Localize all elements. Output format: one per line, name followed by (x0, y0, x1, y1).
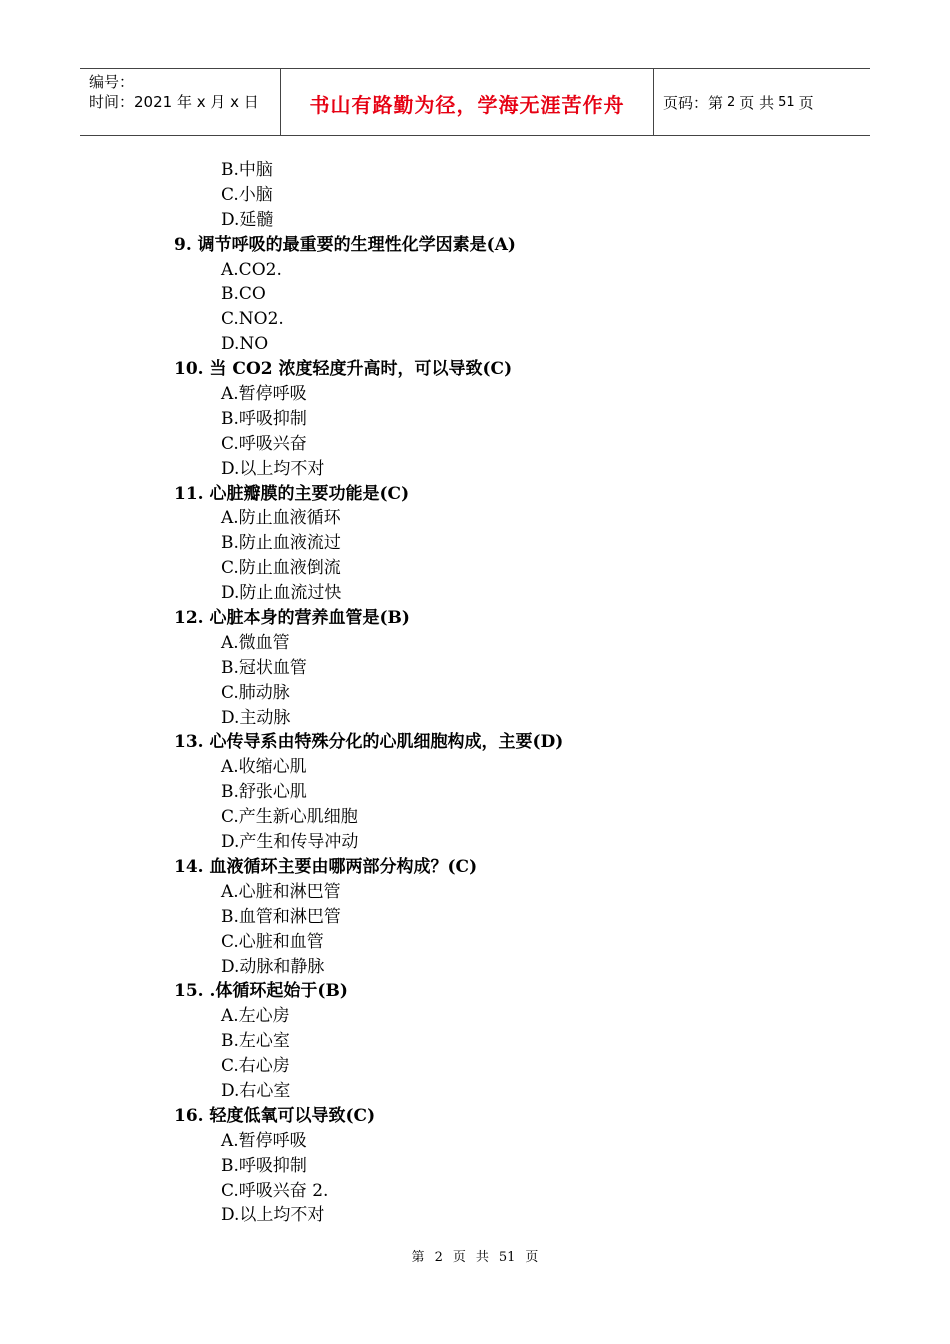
answer-option: B.防止血液流过 (221, 533, 341, 554)
answer-option: A.收缩心肌 (221, 757, 307, 778)
answer-option: B.左心室 (221, 1031, 290, 1052)
answer-option: B.呼吸抑制 (221, 1155, 307, 1176)
question-list (0, 158, 950, 1228)
page-suffix: 页 (798, 93, 814, 112)
answer-option: D.以上均不对 (221, 1205, 325, 1226)
question-text: 13. 心传导系由特殊分化的心肌细胞构成，主要(D) (174, 732, 564, 753)
answer-option: A.左心房 (221, 1006, 290, 1027)
question-text: 11. 心脏瓣膜的主要功能是(C) (174, 483, 410, 504)
answer-option: D.NO (221, 334, 269, 355)
answer-option: C.呼吸兴奋 (221, 433, 307, 454)
motto-text: 书山有路勤为径，学海无涯苦作舟 (309, 92, 625, 117)
footer-word: 共 (475, 1250, 489, 1265)
answer-option: B.中脑 (221, 160, 273, 180)
question-text: 14. 血液循环主要由哪两部分构成？(C) (174, 856, 478, 877)
answer-option: C.肺动脉 (221, 682, 290, 703)
header-motto-cell (281, 69, 654, 135)
footer-total-pages: 51 (498, 1250, 516, 1265)
answer-option: D.主动脉 (221, 707, 291, 728)
answer-option: D.右心室 (221, 1080, 291, 1101)
number-label: 编号： (89, 73, 135, 91)
page-mid: 页 共 (739, 93, 775, 112)
answer-option: A.防止血液循环 (221, 508, 341, 529)
question-text: 16. 轻度低氧可以导致(C) (174, 1105, 376, 1126)
footer-word: 页 (452, 1250, 466, 1265)
answer-option: B.舒张心肌 (221, 782, 307, 803)
answer-option: A.暂停呼吸 (221, 384, 307, 405)
answer-option: D.延髓 (221, 209, 274, 230)
answer-option: C.心脏和血管 (221, 931, 324, 952)
page-current: 2 (727, 94, 736, 110)
page-prefix: 页码：第 (663, 93, 724, 112)
footer-word: 页 (525, 1250, 539, 1265)
answer-option: A.心脏和淋巴管 (221, 881, 341, 902)
page-total: 51 (778, 94, 795, 110)
page-footer (0, 1246, 950, 1265)
answer-option: B.呼吸抑制 (221, 408, 307, 429)
answer-option: D.防止血流过快 (221, 583, 342, 604)
answer-option: C.呼吸兴奋 2. (221, 1180, 329, 1201)
header-page-cell (654, 69, 870, 135)
answer-option: D.以上均不对 (221, 458, 325, 479)
answer-option: D.动脉和静脉 (221, 956, 325, 977)
answer-option: C.产生新心肌细胞 (221, 807, 358, 828)
page-header (80, 68, 870, 136)
footer-word: 第 (411, 1250, 425, 1265)
answer-option: B.CO (221, 284, 266, 305)
time-label: 时间：2021 年 x 月 x 日 (89, 93, 259, 111)
answer-option: A.暂停呼吸 (221, 1130, 307, 1151)
question-text: 15. .体循环起始于(B) (174, 981, 348, 1002)
question-text: 12. 心脏本身的营养血管是(B) (174, 608, 410, 629)
footer-current-page: 2 (434, 1250, 443, 1265)
answer-option: A.微血管 (221, 632, 290, 653)
answer-option: B.冠状血管 (221, 657, 307, 678)
answer-option: C.NO2. (221, 309, 284, 330)
header-meta-cell (80, 69, 281, 135)
answer-option: C.防止血液倒流 (221, 558, 341, 579)
answer-option: C.小脑 (221, 184, 273, 205)
answer-option: B.血管和淋巴管 (221, 906, 341, 927)
question-text: 10. 当 CO2 浓度轻度升高时，可以导致(C) (174, 359, 513, 380)
answer-option: D.产生和传导冲动 (221, 832, 359, 853)
question-text: 9. 调节呼吸的最重要的生理性化学因素是(A) (174, 234, 516, 255)
answer-option: C.右心房 (221, 1056, 290, 1077)
answer-option: A.CO2. (221, 259, 282, 280)
